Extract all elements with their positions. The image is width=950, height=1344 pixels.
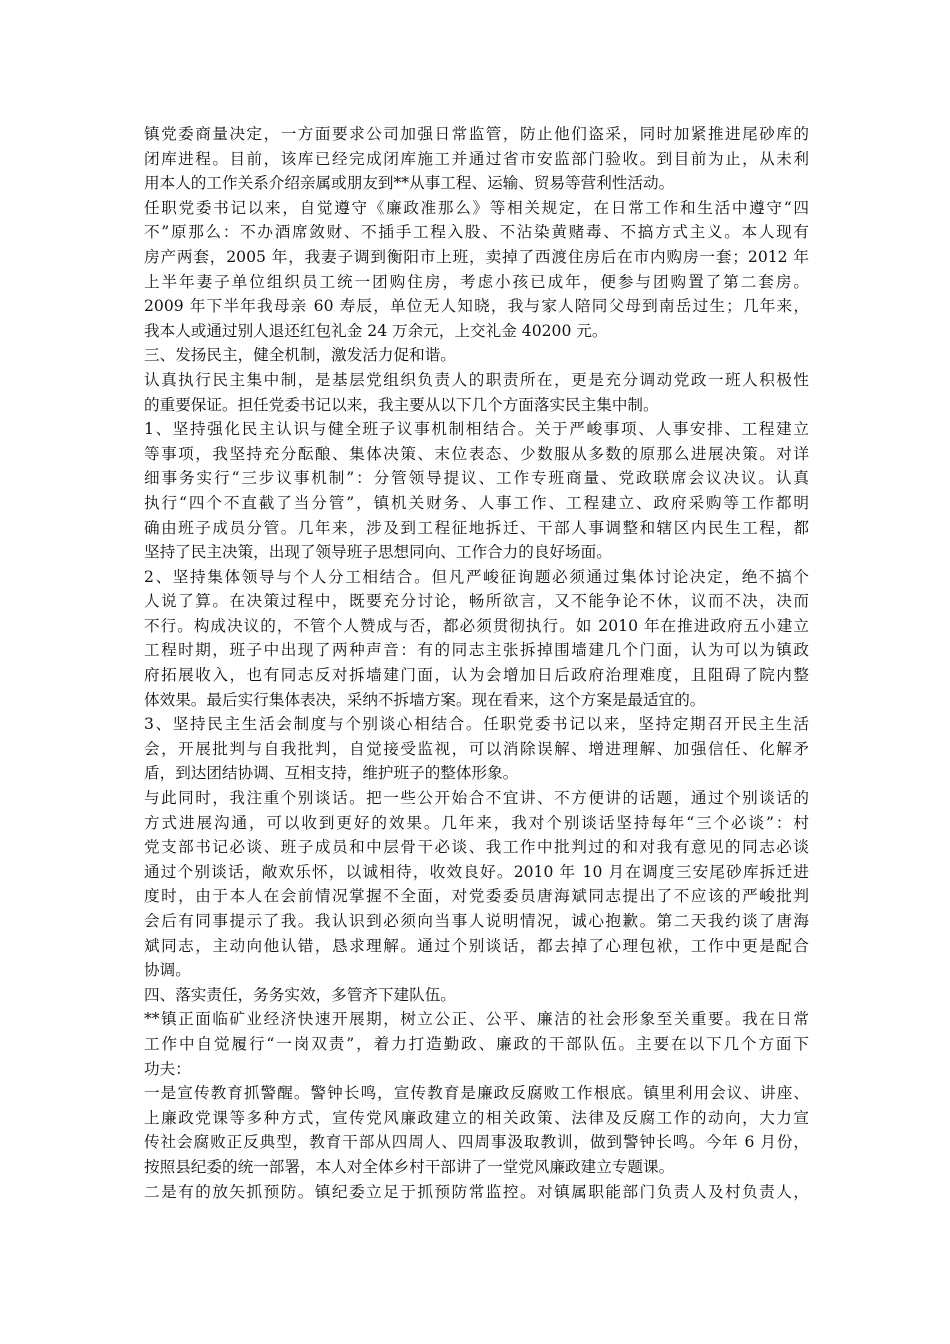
text-line: 闭库进程。目前，该库已经完成闭库施工并通过省市安监部门验收。到目前为止，从未利 xyxy=(144,149,809,168)
text-line: 斌同志，主动向他认错，恳求理解。通过个别谈话，都去掉了心理包袱，工作中更是配合 xyxy=(144,936,809,955)
text-line: 功夫： xyxy=(144,1059,191,1078)
text-line: 一是宣传教育抓警醒。警钟长鸣，宣传教育是廉政反腐败工作根底。镇里利用会议、讲座、 xyxy=(144,1084,809,1103)
text-line: 镇党委商量决定，一方面要求公司加强日常监管，防止他们盗采，同时加紧推进尾砂库的 xyxy=(144,125,809,143)
text-line: 会，开展批判与自我批判，自觉接受监视，可以消除误解、增进理解、加强信任、化解矛 xyxy=(144,739,809,758)
text-line: 执行“四个不直截了当分管”，镇机关财务、人事工作、工程建立、政府采购等工作都明 xyxy=(144,493,809,512)
text-line: 上廉政党课等多种方式，宣传党风廉政建立的相关政策、法律及反腐工作的动向，大力宣 xyxy=(144,1108,809,1127)
text-line: 2009 年下半年我母亲 60 寿辰，单位无人知晓，我与家人陪同父母到南岳过生；几年来， xyxy=(144,297,809,316)
text-line: 上半年妻子单位组织员工统一团购住房，考虑小孩已成年，便参与团购置了第二套房。 xyxy=(144,272,809,291)
text-line: 认真执行民主集中制，是基层党组织负责人的职责所在，更是充分调动党政一班人积极性 xyxy=(144,370,809,389)
text-line: 三、发扬民主，健全机制，激发活力促和谐。 xyxy=(144,346,456,365)
text-line: 通过个别谈话，敞欢乐怀，以诚相待，收效良好。2010 年 10 月在调度三安尾砂库拆迁进 xyxy=(144,862,809,881)
text-line: 传社会腐败正反典型，教育干部从四周人、四周事汲取教训，做到警钟长鸣。今年 6 月份， xyxy=(144,1133,809,1152)
text-line: 1、坚持强化民主认识与健全班子议事机制相结合。关于严峻事项、人事安排、工程建立 xyxy=(144,420,809,439)
text-line: 按照县纪委的统一部署，本人对全体乡村干部讲了一堂党风廉政建立专题课。 xyxy=(144,1157,675,1176)
text-line: **镇正面临矿业经济快速开展期，树立公正、公平、廉洁的社会形象至关重要。我在日常 xyxy=(144,1010,809,1029)
text-line: 细事务实行“三步议事机制”：分管领导提议、工作专班商量、党政联席会议决议。认真 xyxy=(144,469,809,488)
text-line: 确由班子成员分管。几年来，涉及到工程征地拆迁、干部人事调整和辖区内民生工程，都 xyxy=(144,518,809,537)
text-line: 等事项，我坚持充分酝酿、集体决策、末位表态、少数服从多数的原那么进展决策。对详 xyxy=(144,444,809,463)
text-line: 用本人的工作关系介绍亲属或朋友到**从事工程、运输、贸易等营利性活动。 xyxy=(144,174,675,193)
text-line: 人说了算。在决策过程中，既要充分讨论，畅所欲言，又不能争论不休，议而不决，决而 xyxy=(144,592,809,611)
text-line: 度时，由于本人在会前情况掌握不全面，对党委委员唐海斌同志提出了不应该的严峻批判 xyxy=(144,887,809,906)
text-line: 的重要保证。担任党委书记以来，我主要从以下几个方面落实民主集中制。 xyxy=(144,395,659,414)
text-line: 协调。 xyxy=(144,961,191,980)
text-line: 府拓展收入，也有同志反对拆墙建门面，认为会增加日后政府治理难度，且阻碍了院内整 xyxy=(144,666,809,685)
text-line: 坚持了民主决策，出现了领导班子思想同向、工作合力的良好场面。 xyxy=(144,543,612,562)
text-line: 不行。构成决议的，不管个人赞成与否，都必须贯彻执行。如 2010 年在推进政府五小建立 xyxy=(144,616,809,635)
text-line: 工作中自觉履行“一岗双责”，着力打造勤政、廉政的干部队伍。主要在以下几个方面下 xyxy=(144,1034,809,1053)
text-line: 不”原那么：不办酒席敛财、不插手工程入股、不沾染黄赌毒、不搞方式主义。本人现有 xyxy=(144,223,809,242)
text-line: 盾，到达团结协调、互相支持，维护班子的整体形象。 xyxy=(144,764,519,783)
text-line: 房产两套，2005 年，我妻子调到衡阳市上班，卖掉了西渡住房后在市内购房一套；2012 年 xyxy=(144,247,809,266)
text-line: 体效果。最后实行集体表决，采纳不拆墙方案。现在看来，这个方案是最适宜的。 xyxy=(144,690,706,709)
text-line: 四、落实责任，务务实效，多管齐下建队伍。 xyxy=(144,985,456,1004)
text-line: 我本人或通过别人退还红包礼金 24 万余元，上交礼金 40200 元。 xyxy=(144,321,608,340)
text-line: 3、坚持民主生活会制度与个别谈心相结合。任职党委书记以来，坚持定期召开民主生活 xyxy=(144,715,809,734)
text-line: 与此同时，我注重个别谈话。把一些公开始合不宜讲、不方便讲的话题，通过个别谈话的 xyxy=(144,789,809,808)
text-line: 党支部书记必谈、班子成员和中层骨干必谈、我工作中批判过的和对我有意见的同志必谈 xyxy=(144,838,809,857)
text-line: 二是有的放矢抓预防。镇纪委立足于抓预防常监控。对镇属职能部门负责人及村负责人， xyxy=(144,1182,809,1201)
text-line: 方式进展沟通，可以收到更好的效果。几年来，我对个别谈话坚持每年“三个必谈”：村 xyxy=(144,813,809,832)
text-line: 会后有同事提示了我。我认识到必须向当事人说明情况，诚心抱歉。第二天我约谈了唐海 xyxy=(144,912,809,930)
text-line: 2、坚持集体领导与个人分工相结合。但凡严峻征询题必须通过集体讨论决定，绝不搞个 xyxy=(144,567,809,586)
document-page xyxy=(144,122,809,1204)
text-line: 任职党委书记以来，自觉遵守《廉政准那么》等相关规定，在日常工作和生活中遵守“四 xyxy=(144,198,809,217)
text-line: 工程时期，班子中出现了两种声音：有的同志主张拆掉围墙建几个门面，认为可以为镇政 xyxy=(144,641,809,660)
